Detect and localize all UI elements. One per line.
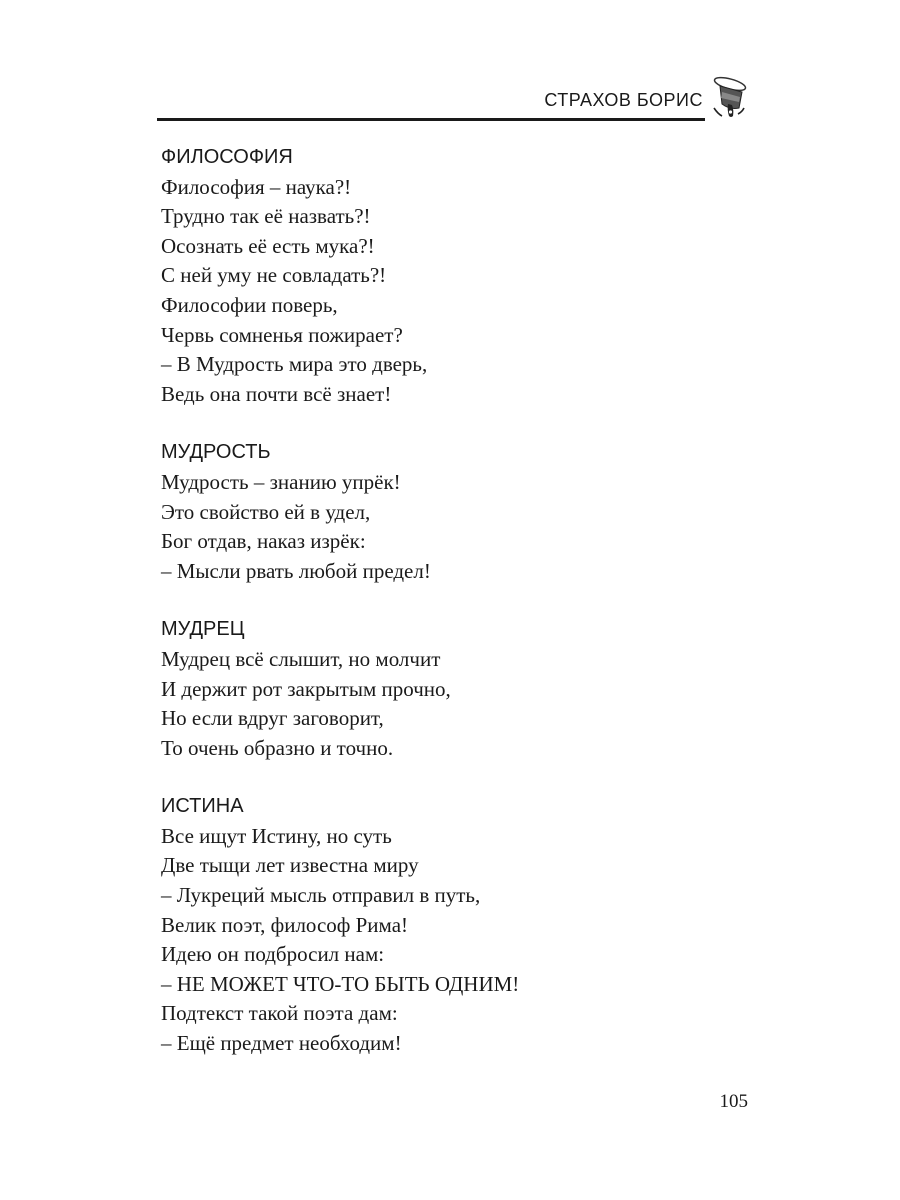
- poem-line: Но если вдруг заговорит,: [161, 706, 384, 731]
- header-rule: [157, 118, 705, 121]
- poem-line: Трудно так её назвать?!: [161, 204, 371, 229]
- poem-title: МУДРОСТЬ: [161, 441, 271, 464]
- poem-title: ФИЛОСОФИЯ: [161, 146, 293, 168]
- poem-line: – Ещё предмет необходим!: [161, 1031, 402, 1056]
- hat-pen-icon: [712, 74, 754, 120]
- poem-line: Червь сомненья пожирает?: [161, 322, 403, 347]
- poem-line: Осознать её есть мука?!: [161, 233, 375, 258]
- poem-title: МУДРЕЦ: [161, 618, 245, 641]
- poem-line: Философия – наука?!: [161, 174, 352, 199]
- author-name: СТРАХОВ БОРИС: [544, 90, 703, 110]
- poem-line: – Мысли рвать любой предел!: [161, 558, 431, 583]
- poem-line: И держит рот закрытым прочно,: [161, 676, 451, 701]
- poem-line: То очень образно и точно.: [161, 735, 394, 760]
- poem-line: Идею он подбросил нам:: [161, 942, 385, 967]
- poem-line: Это свойство ей в удел,: [161, 499, 371, 524]
- running-header: [157, 80, 757, 125]
- poem-line: С ней уму не совладать?!: [161, 263, 387, 288]
- poem-line: Две тыщи лет известна миру: [161, 853, 419, 878]
- poem-line: – Лукреций мысль отправил в путь,: [161, 883, 481, 908]
- poem: [161, 615, 761, 763]
- poem: [161, 143, 761, 409]
- poem: [161, 438, 761, 586]
- poem-line: Бог отдав, наказ изрёк:: [161, 529, 366, 554]
- page-number: 105: [719, 1091, 748, 1112]
- poem-title: ИСТИНА: [161, 795, 244, 818]
- poem-line: Велик поэт, философ Рима!: [161, 912, 409, 937]
- poem-line: – В Мудрость мира это дверь,: [161, 352, 428, 377]
- poem-line: Философии поверь,: [161, 292, 338, 317]
- poem-line: Мудрец всё слышит, но молчит: [161, 646, 441, 671]
- poem-line: Подтекст такой поэта дам:: [161, 1001, 398, 1026]
- poem-line: Мудрость – знанию упрёк!: [161, 469, 401, 494]
- page-body: [161, 143, 761, 1088]
- poem: [161, 792, 761, 1058]
- poem-line: – НЕ МОЖЕТ ЧТО-ТО БЫТЬ ОДНИМ!: [161, 971, 520, 996]
- poem-line: Ведь она почти всё знает!: [161, 381, 392, 406]
- poem-line: Все ищут Истину, но суть: [161, 823, 392, 848]
